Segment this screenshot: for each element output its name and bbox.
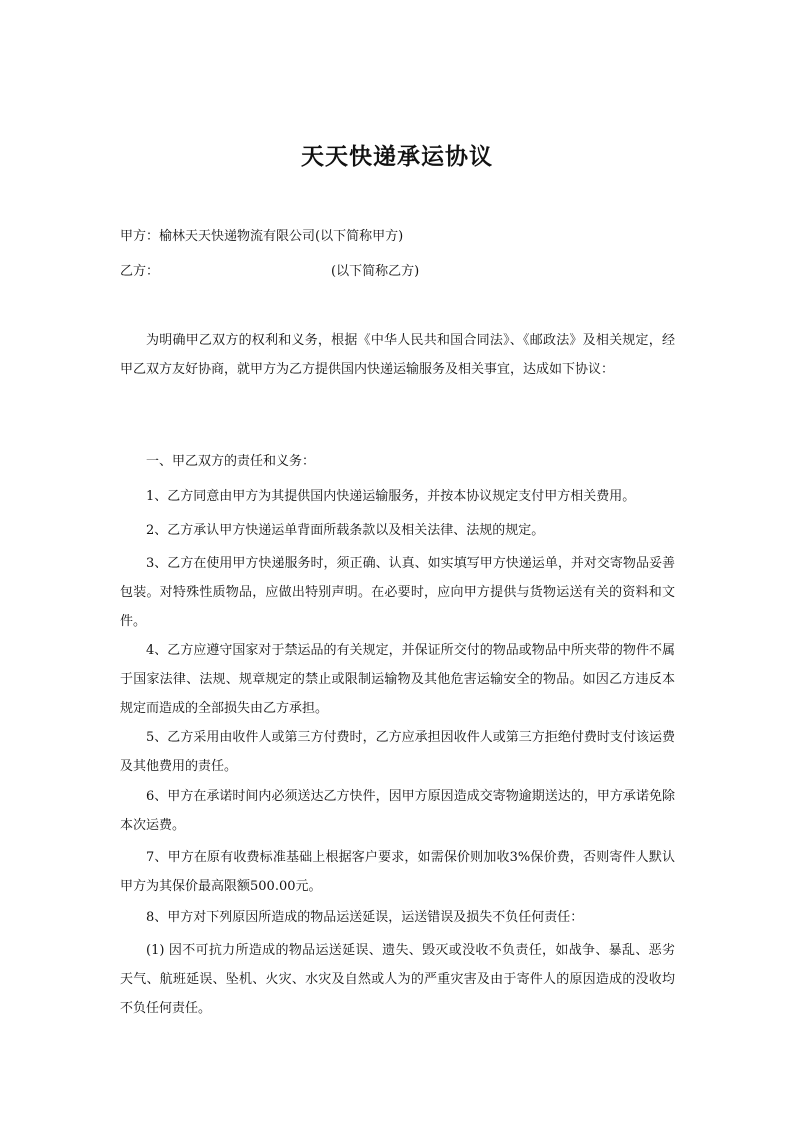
clause-3: 3、乙方在使用甲方快递服务时，须正确、认真、如实填写甲方快递运单，并对交寄物品妥善包装。对特殊性质物品，应做出特别声明。在必要时，应向甲方提供与货物运送有关的资料和文件。 bbox=[120, 556, 675, 629]
clause-2: 2、乙方承认甲方快递运单背面所载条款以及相关法律、法规的规定。 bbox=[146, 523, 545, 538]
clause-4: 4、乙方应遵守国家对于禁运品的有关规定，并保证所交付的物品或物品中所夹带的物件不属于国家法律、法规、规章规定的禁止或限制运输物及其他危害运输安全的物品。如因乙方违反本规定而造成的全部损失由乙方承担。 bbox=[120, 643, 675, 716]
clause-8: 8、甲方对下列原因所造成的物品运送延误，运送错误及损失不负任何责任： bbox=[146, 910, 584, 925]
clause-8-item-1: (1) 因不可抗力所造成的物品运送延误、遗失、毁灭或没收不负责任，如战争、暴乱、恶劣天气、航班延误、坠机、火灾、水灾及自然或人为的严重灾害及由于寄件人的原因造成的没收均不负任何责任。 bbox=[120, 943, 675, 1016]
party-b-suffix: (以下简称乙方) bbox=[331, 264, 420, 279]
page-title: 天天快递承运协议 bbox=[301, 143, 493, 170]
clause-7: 7、甲方在原有收费标准基础上根据客户要求，如需保价则加收3%保价费，否则寄件人默认甲方为其保价最高限额500.00元。 bbox=[120, 850, 675, 894]
clause-6: 6、甲方在承诺时间内必须送达乙方快件，因甲方原因造成交寄物逾期送达的，甲方承诺免除本次运费。 bbox=[120, 789, 675, 833]
party-a-line: 甲方：榆林天天快递物流有限公司(以下简称甲方) bbox=[120, 229, 404, 244]
clause-5: 5、乙方采用由收件人或第三方付费时，乙方应承担因收件人或第三方拒绝付费时支付该运费及其他费用的责任。 bbox=[120, 730, 675, 774]
party-b-label: 乙方： bbox=[120, 264, 160, 279]
section-heading: 一、甲乙双方的责任和义务： bbox=[146, 454, 316, 469]
clause-1: 1、乙方同意由甲方为其提供国内快递运输服务，并按本协议规定支付甲方相关费用。 bbox=[146, 489, 636, 504]
preamble-paragraph: 为明确甲乙双方的权利和义务，根据《中华人民共和国合同法》、《邮政法》及相关规定，经甲乙双方友好协商，就甲方为乙方提供国内快递运输服务及相关事宜，达成如下协议： bbox=[120, 333, 675, 377]
